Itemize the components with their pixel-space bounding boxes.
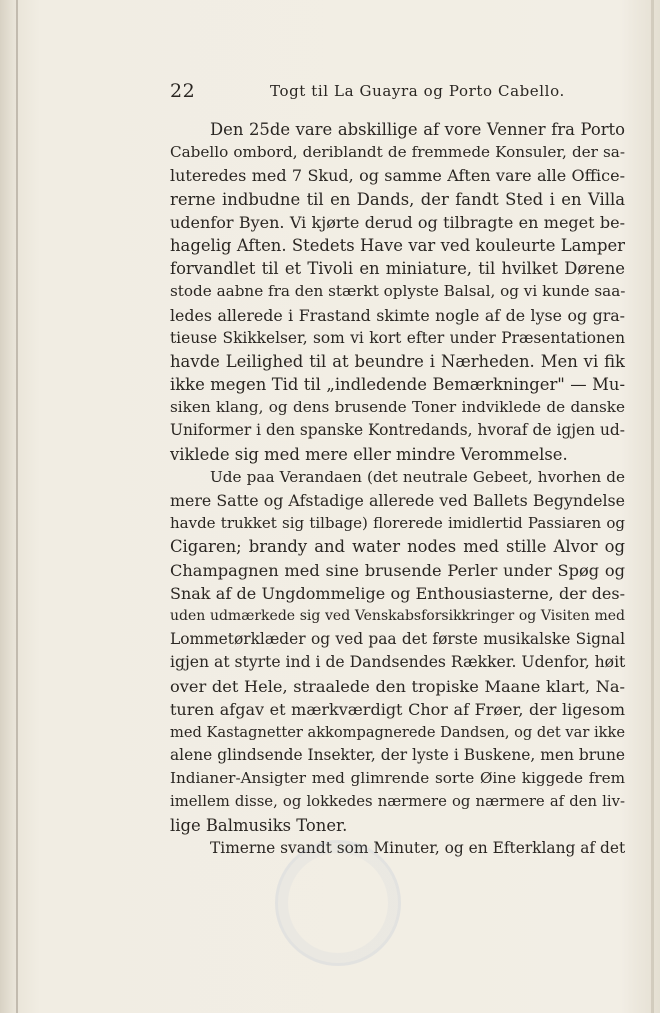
text-line: Uniformer i den spanske Kontredands, hvoraf de igjen ud-: [170, 421, 625, 440]
text-line: turen afgav et mærkværdigt Chor af Frøer, der ligesom: [170, 699, 625, 719]
text-line: havde Leilighed til at beundre i Nærheden. Men vi fik: [170, 351, 625, 371]
text-line: Cigaren; brandy and water nodes med stille Alvor og: [170, 537, 625, 557]
text-line: havde trukket sig tilbage) florerede imidlertid Passiaren og: [170, 514, 625, 533]
text-line: alene glindsende Insekter, der lyste i Buskene, men brune: [170, 746, 625, 765]
library-stamp: [275, 840, 401, 966]
text-line: ledes allerede i Frastand skimte nogle af de lyse og gra-: [170, 305, 625, 325]
text-line: med Kastagnetter akkompagnerede Dandsen, og det var ikke: [170, 723, 625, 741]
text-line: siken klang, og dens brusende Toner indviklede de danske: [170, 398, 625, 417]
text-line: udenfor Byen. Vi kjørte derud og tilbragte en meget be-: [170, 212, 625, 232]
text-line: tieuse Skikkelser, som vi kort efter under Præsentationen: [170, 328, 625, 347]
text-line: Snak af de Ungdommelige og Enthousiasterne, der des-: [170, 583, 625, 603]
body-text: [170, 118, 625, 860]
gutter-edge: [16, 0, 18, 1013]
text-line: forvandlet til et Tivoli en miniature, til hvilket Dørene: [170, 259, 625, 279]
page-header: [170, 80, 625, 104]
text-line: over det Hele, straalede den tropiske Maane klart, Na-: [170, 676, 625, 696]
text-line: Indianer-Ansigter med glimrende sorte Øine kiggede frem: [170, 769, 625, 788]
text-line: stode aabne fra den stærkt oplyste Balsal, og vi kunde saa-: [170, 282, 626, 301]
text-line: uden udmærkede sig ved Venskabsforsikkringer og Visiten med: [170, 607, 625, 624]
text-line: igjen at styrte ind i de Dandsendes Rækker. Udenfor, høit: [170, 653, 626, 672]
text-line: lige Balmusiks Toner.: [170, 815, 348, 835]
text-line: ikke megen Tid til „indledende Bemærkninger" — Mu-: [170, 375, 625, 395]
page-edge: [651, 0, 654, 1013]
text-line: Timerne svandt som Minuter, og en Efterklang af det: [210, 838, 626, 857]
text-line: viklede sig med mere eller mindre Verommelse.: [170, 444, 568, 464]
text-line: mere Satte og Afstadige allerede ved Ballets Begyndelse: [170, 491, 625, 510]
text-line: rerne indbudne til en Dands, der fandt Sted i en Villa: [170, 189, 625, 209]
page-number: 22: [170, 80, 196, 102]
text-line: imellem disse, og lokkedes nærmere og nærmere af den liv-: [170, 793, 625, 811]
text-line: Champagnen med sine brusende Perler under Spøg og: [170, 560, 625, 580]
text-line: Lommetørklæder og ved paa det første musikalske Signal: [170, 630, 625, 649]
running-head: Togt til La Guayra og Porto Cabello.: [270, 82, 565, 100]
text-line: luteredes med 7 Skud, og samme Aften vare alle Office-: [170, 166, 625, 186]
text-line: Ude paa Verandaen (det neutrale Gebeet, hvorhen de: [210, 467, 625, 486]
text-line: hagelig Aften. Stedets Have var ved kouleurte Lamper: [170, 235, 625, 255]
text-line: Cabello ombord, deriblandt de fremmede Konsuler, der sa-: [170, 143, 625, 162]
text-line: Den 25de vare abskillige af vore Venner fra Porto: [210, 120, 625, 139]
